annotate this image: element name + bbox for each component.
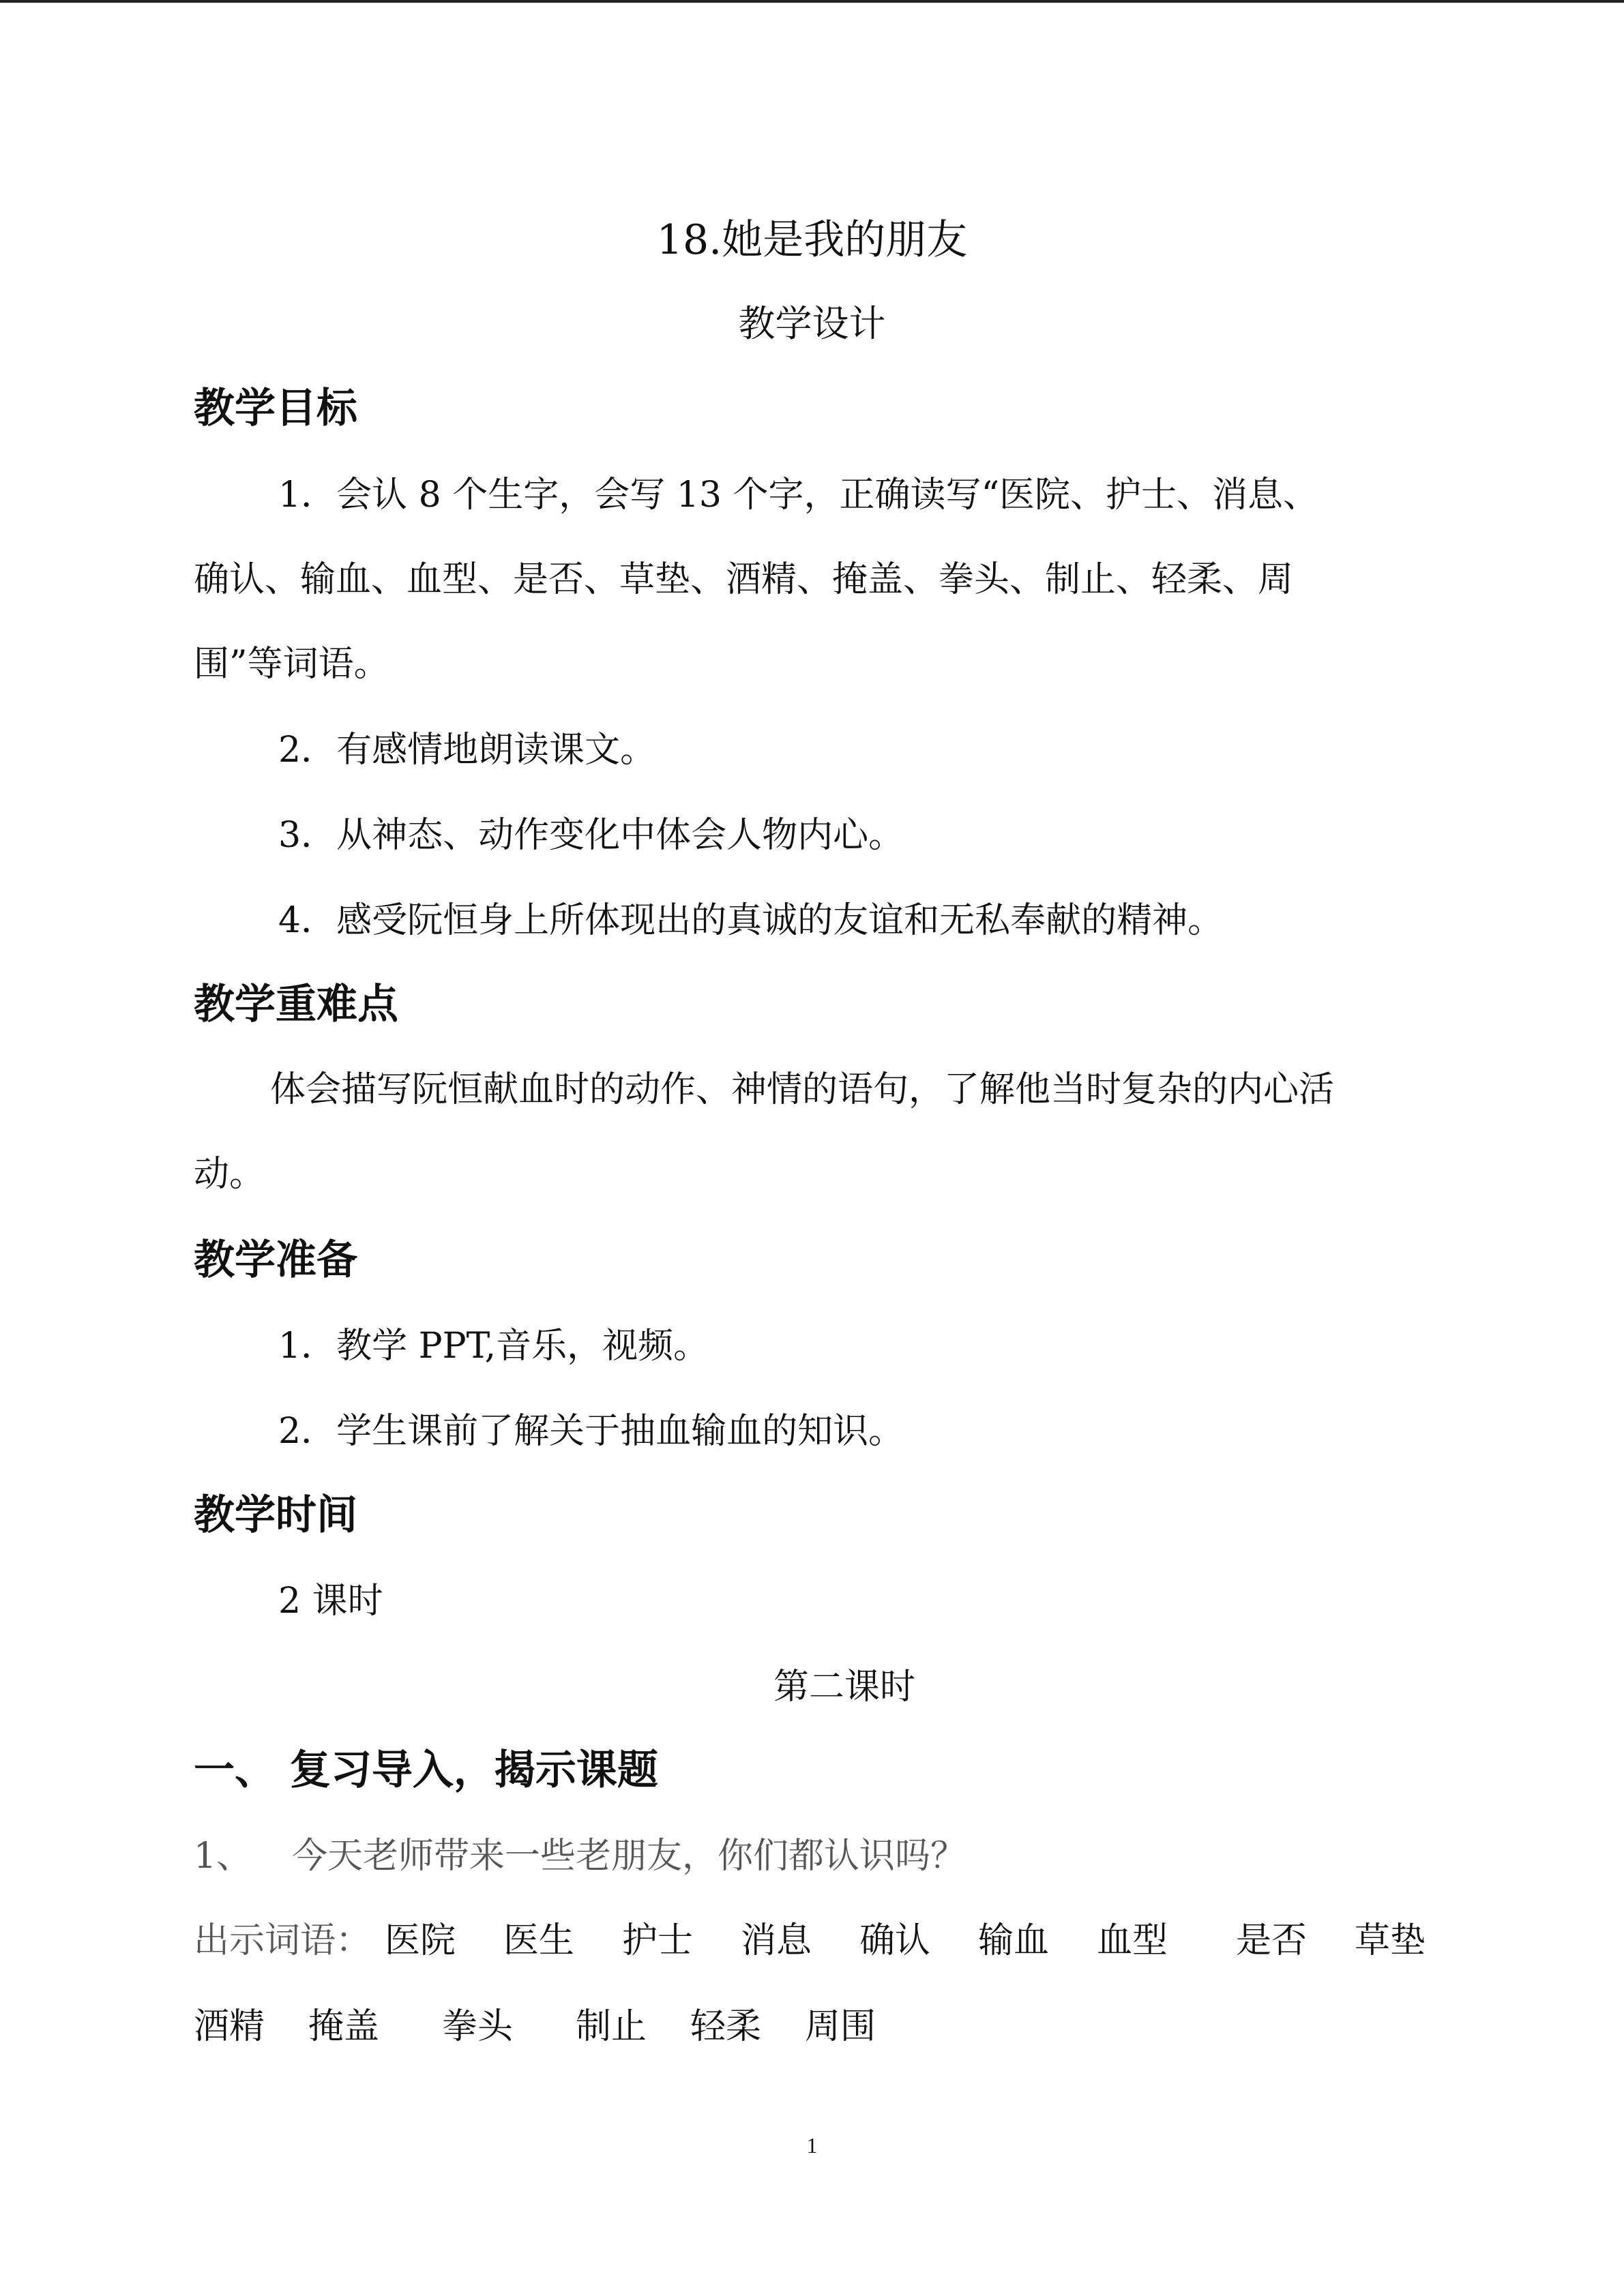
- objective-1-line-1: 1．会认 8 个生字，会写 13 个字，正确读写“医院、护士、消息、: [278, 475, 1319, 516]
- vocabulary-row-1: [0, 1919, 1624, 1963]
- time-value: 2 课时: [278, 1581, 383, 1622]
- vocabulary-word: 确认: [859, 1920, 931, 1961]
- lesson-label: 第二课时: [773, 1667, 916, 1708]
- objective-3: 3．从神态、动作变化中体会人物内心。: [278, 815, 904, 856]
- time-heading: 教学时间: [194, 1491, 357, 1539]
- objectives-heading: 教学目标: [194, 385, 357, 432]
- vocabulary-word: 是否: [1236, 1920, 1308, 1961]
- vocabulary-word: 医院: [385, 1920, 456, 1961]
- vocabulary-word: 酒精: [194, 2006, 265, 2047]
- vocabulary-word: 输血: [978, 1920, 1050, 1961]
- objective-1-line-3: 围”等词语。: [194, 644, 389, 685]
- vocabulary-word: 草垫: [1355, 1920, 1426, 1961]
- part-one-heading: 一、 复习导入，揭示课题: [194, 1746, 658, 1794]
- page-number: 1: [806, 2133, 818, 2158]
- key-points-line-2: 动。: [194, 1154, 265, 1195]
- show-words-label: 出示词语：: [194, 1920, 372, 1961]
- vocabulary-word: 掩盖: [308, 2006, 380, 2047]
- vocabulary-word: 周围: [805, 2006, 876, 2047]
- vocabulary-word: 轻柔: [690, 2006, 762, 2047]
- preparation-heading: 教学准备: [194, 1236, 357, 1284]
- step-1-text: 今天老师带来一些老朋友，你们都认识吗？: [292, 1836, 966, 1877]
- key-points-heading: 教学重难点: [194, 981, 398, 1028]
- objective-1-line-2: 确认、输血、血型、是否、草垫、酒精、掩盖、拳头、制止、轻柔、周: [194, 559, 1294, 600]
- step-1-number: 1、: [194, 1836, 252, 1877]
- page-top-border: [0, 0, 1624, 3]
- page-subtitle: 教学设计: [738, 302, 886, 345]
- vocabulary-word: 护士: [622, 1920, 694, 1961]
- preparation-item-2: 2．学生课前了解关于抽血输血的知识。: [278, 1411, 904, 1452]
- vocabulary-word: 消息: [741, 1920, 812, 1961]
- objective-4: 4．感受阮恒身上所体现出的真诚的友谊和无私奉献的精神。: [278, 900, 1224, 941]
- key-points-line-1: 体会描写阮恒献血时的动作、神情的语句，了解他当时复杂的内心活: [270, 1069, 1335, 1110]
- preparation-item-1: 1．教学 PPT,音乐，视频。: [278, 1326, 709, 1367]
- page-title: 18.她是我的朋友: [656, 216, 968, 264]
- vocabulary-word: 医生: [503, 1920, 575, 1961]
- vocabulary-word: 血型: [1097, 1920, 1168, 1961]
- vocabulary-word: 制止: [576, 2006, 647, 2047]
- vocabulary-row-2: [0, 2005, 1624, 2048]
- objective-2: 2．有感情地朗读课文。: [278, 730, 656, 771]
- vocabulary-word: 拳头: [442, 2006, 514, 2047]
